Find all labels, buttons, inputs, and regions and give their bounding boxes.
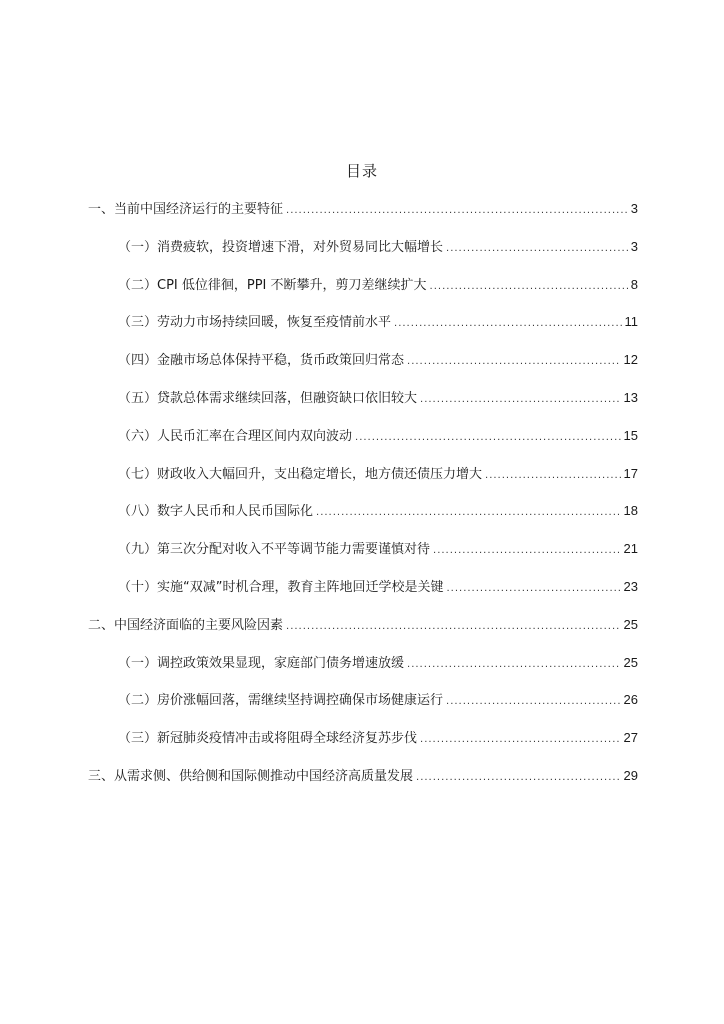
- toc-leader-dots: [420, 734, 621, 745]
- toc-entry[interactable]: [88, 387, 638, 425]
- toc-entry-text: （一）调控政策效果显现，家庭部门债务增速放缓: [118, 655, 405, 671]
- toc-entry[interactable]: [88, 349, 638, 387]
- toc-entry-text: （四）金融市场总体保持平稳，货币政策回归常态: [118, 353, 405, 369]
- toc-page-number: 15: [623, 427, 638, 443]
- toc-entry[interactable]: [88, 311, 638, 349]
- toc-leader-dots: [420, 394, 621, 405]
- toc-entry-text: （五）贷款总体需求继续回落，但融资缺口依旧较大: [118, 390, 418, 406]
- toc-leader-dots: [286, 205, 628, 216]
- toc-leader-dots: [394, 318, 621, 329]
- toc-entry[interactable]: [88, 425, 638, 463]
- toc-leader-dots: [430, 281, 628, 292]
- toc-page-number: 17: [623, 465, 638, 481]
- toc-leader-dots: [446, 243, 628, 254]
- toc-page-number: 25: [623, 616, 638, 632]
- toc-leader-dots: [316, 507, 621, 518]
- toc-entry[interactable]: [88, 500, 638, 538]
- toc-page-number: 3: [630, 238, 638, 254]
- toc-entry[interactable]: [88, 576, 638, 614]
- toc-page-number: 21: [623, 541, 638, 557]
- toc-page-number: 25: [623, 654, 638, 670]
- toc-entry-text: （六）人民币汇率在合理区间内双向波动: [118, 428, 353, 444]
- toc-leader-dots: [446, 583, 620, 594]
- toc-page-number: 8: [630, 276, 638, 292]
- toc-entry-text: （七）财政收入大幅回升，支出稳定增长，地方债还债压力增大: [118, 466, 483, 482]
- toc-entry[interactable]: [88, 236, 638, 274]
- toc-leader-dots: [446, 696, 621, 707]
- toc-page-number: 18: [623, 503, 638, 519]
- toc-page-number: 27: [623, 730, 638, 746]
- toc-entry[interactable]: [88, 614, 638, 652]
- toc-page-number: 13: [623, 389, 638, 405]
- toc-entry-text: （一）消费疲软，投资增速下滑，对外贸易同比大幅增长: [118, 239, 444, 255]
- toc-page-number: 3: [630, 201, 638, 216]
- toc-leader-dots: [407, 659, 621, 670]
- toc-leader-dots: [416, 772, 621, 783]
- table-of-contents: [88, 198, 638, 803]
- toc-entry-text: 一、当前中国经济运行的主要特征: [88, 202, 284, 217]
- toc-leader-dots: [407, 356, 621, 367]
- toc-page-number: 26: [623, 692, 638, 708]
- toc-entry[interactable]: [88, 463, 638, 501]
- toc-entry-text: （九）第三次分配对收入不平等调节能力需要谨慎对待: [118, 542, 431, 558]
- toc-entry-text: （三）新冠肺炎疫情冲击或将阻碍全球经济复苏步伐: [118, 731, 418, 747]
- toc-entry-text: （三）劳动力市场持续回暖，恢复至疫情前水平: [118, 315, 392, 331]
- toc-leader-dots: [286, 621, 621, 632]
- toc-entry-text: 三、从需求侧、供给侧和国际侧推动中国经济高质量发展: [88, 768, 414, 784]
- toc-title: 目录: [345, 162, 378, 180]
- toc-entry[interactable]: [88, 538, 638, 576]
- toc-entry-text: （八）数字人民币和人民币国际化: [118, 504, 314, 520]
- toc-page-number: 29: [623, 767, 638, 783]
- toc-entry[interactable]: [88, 274, 638, 312]
- toc-entry[interactable]: [88, 727, 638, 765]
- toc-entry-text: （二）CPI 低位徘徊，PPI 不断攀升，剪刀差继续扩大: [118, 277, 427, 293]
- toc-entry[interactable]: [88, 198, 638, 236]
- toc-entry-text: 二、中国经济面临的主要风险因素: [88, 617, 284, 633]
- toc-entry[interactable]: [88, 689, 638, 727]
- toc-entry-text: （二）房价涨幅回落，需继续坚持调控确保市场健康运行: [118, 693, 444, 709]
- toc-page-number: 23: [623, 578, 638, 594]
- toc-entry[interactable]: [88, 652, 638, 690]
- toc-entry[interactable]: [88, 765, 638, 803]
- toc-leader-dots: [355, 432, 621, 443]
- toc-page-number: 12: [623, 352, 638, 368]
- toc-leader-dots: [433, 545, 621, 556]
- toc-page-number: 11: [624, 314, 638, 330]
- toc-entry-text: （十）实施“双减”时机合理，教育主阵地回迁学校是关键: [118, 579, 444, 595]
- toc-leader-dots: [485, 470, 621, 481]
